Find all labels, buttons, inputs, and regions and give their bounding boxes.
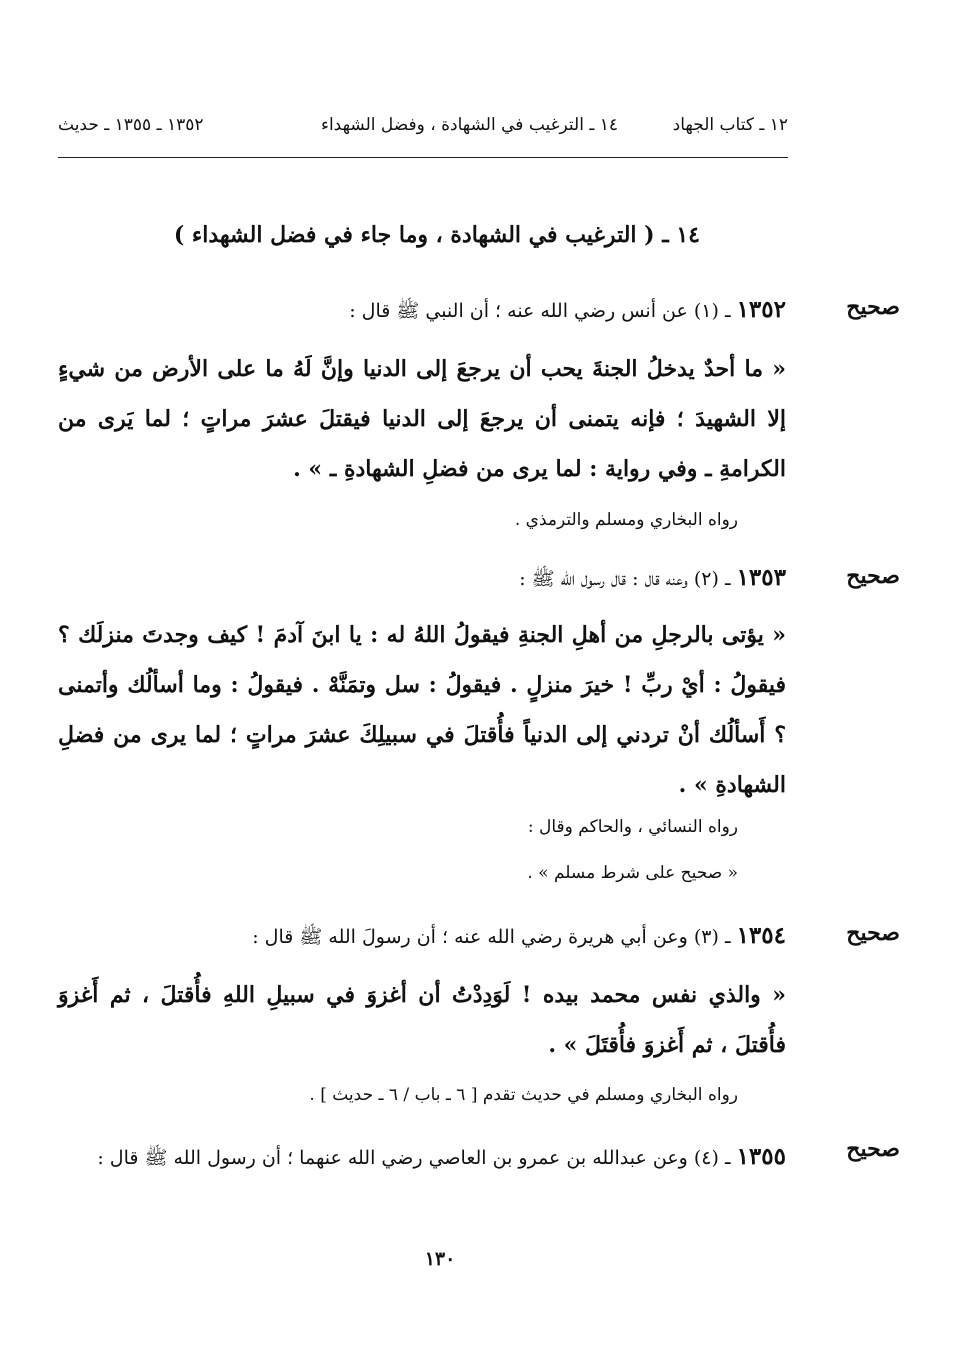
hadith-text: « يؤتى بالرجلِ من أهلِ الجنةِ فيقولُ اللهُ له : يا ابنَ آدمَ ! كيف وجدتَ منزلَك ؟ فيقولُ : أيْ ربِّ ! خيرَ منزلٍ . فيقولُ : سل وتمَنَّهْ . فيقولُ : وما أسألُك وأتمنى ؟ أَسألُك أنْ تردني إلى الدنياً فأُقتلَ في سبيلِكَ عشرَ مراتٍ ؛ لما يرى من فضلِ الشهادةِ » . [58,622,786,798]
source-line: رواه النسائي ، والحاكم وقال : [527,817,738,837]
hadith-narrator: ـ (١) عن أنس رضي الله عنه ؛ أن النبي ﷺ قال : [349,300,731,322]
hadith-number: ١٣٥٣ [736,564,786,591]
hadith-narrator: ـ (٢) وعنه قال : قال رسول الله ﷺ : [519,568,731,590]
hadith-number: ١٣٥٤ [736,922,786,949]
hadith-heading [60,564,786,595]
page-number: ١٣٠ [424,1248,456,1270]
hadith-source [60,1072,738,1118]
source-line: رواه البخاري ومسلم والترمذي . [514,510,738,530]
running-header [58,110,788,140]
grade-label: صحيح [846,1136,900,1162]
hadith-heading [60,1136,786,1179]
hadith-heading [60,296,786,327]
hadith-number: ١٣٥٥ [736,1143,786,1170]
hadith-source [60,804,738,896]
hadith-text: « ما أحدٌ يدخلُ الجنةَ يحب أن يرجعَ إلى الدنيا وإنَّ لَهُ ما على الأرض من شيءٍ إلا الشهيدَ ؛ فإنه يتمنى أن يرجعَ إلى الدنيا فيقتلَ عشرَ مراتٍ ؛ لما يَرى من الكرامةِ ـ وفي رواية : لما يرى من فضلِ الشهادةِ ـ » . [58,356,786,482]
hadith-narrator: ـ (٤) وعن عبدالله بن عمرو بن العاصي رضي الله عنهما ؛ أن رسول الله ﷺ قال : [97,1147,731,1169]
grade-label: صحيح [846,920,900,946]
hadith-number: ١٣٥٢ [736,296,786,323]
hadith-text: « والذي نفس محمد بيده ! لَوَدِدْتُ أن أغزوَ في سبيلِ اللهِ فأُقتلَ ، ثم أَغزوَ فأُقتلَ ، ثم أَغزوَ فأُقتَلَ » . [58,982,786,1058]
hadith-heading [60,922,786,953]
source-line: رواه البخاري ومسلم في حديث تقدم [ ٦ ـ باب / ٦ ـ حديث ] . [309,1085,738,1105]
header-divider [58,157,788,158]
hadith-source [60,497,738,543]
grade-label: صحيح [846,294,900,320]
grade-label: صحيح [846,563,900,589]
hadith-narrator: ـ (٣) وعن أبي هريرة رضي الله عنه ؛ أن رسولَ الله ﷺ قال : [252,926,731,948]
hadith-range-label: ١٣٥٢ ـ ١٣٥٥ ـ حديث [58,115,204,135]
book-chapter-label: ١٢ ـ كتاب الجهاد [672,115,788,135]
section-label: ١٤ ـ الترغيب في الشهادة ، وفضل الشهداء [320,115,618,135]
source-line: « صحيح على شرط مسلم » . [527,863,738,883]
chapter-title: ١٤ ـ ( الترغيب في الشهادة ، وما جاء في فضل الشهداء ) [173,222,700,248]
